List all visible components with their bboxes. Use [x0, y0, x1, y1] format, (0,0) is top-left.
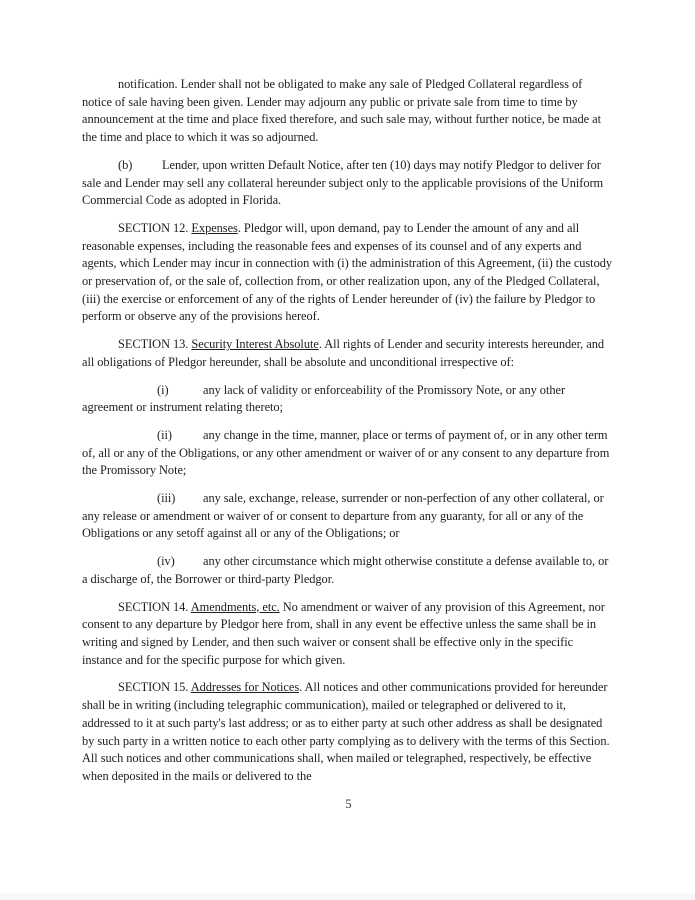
- clause-b-paragraph: [82, 157, 615, 210]
- clause-i-paragraph: [82, 382, 615, 417]
- document-body: [82, 76, 615, 813]
- clause-iv-text: any other circumstance which might otherwise constitute a defense available to, or a discharge of, the Borrower or third-party Pledgor.: [82, 554, 609, 586]
- section-14-text: No amendment or waiver of any provision of this Agreement, nor consent to any departure by Pledgor here from, shall in any event be effective unless the same shall be in writing and signed by Lender, and then such waiver or consent shall be effective only in the specific instance and for the specific purpose for which given.: [82, 599, 605, 667]
- clause-iii-label: (iii): [157, 491, 176, 506]
- section-14-paragraph: [82, 599, 615, 670]
- clause-ii-paragraph: [82, 427, 615, 480]
- section-14-number: SECTION 14.: [118, 599, 191, 614]
- section-15-heading: Addresses for Notices: [190, 680, 300, 695]
- clause-b-text: Lender, upon written Default Notice, after ten (10) days may notify Pledgor to deliver for sale and Lender may sell any collateral hereunder subject only to the applicable provisions of the Uniform Commercial Code as adopted in Florida.: [82, 157, 604, 208]
- page-bottom-edge: [0, 893, 695, 900]
- section-14-heading: Amendments, etc.: [190, 599, 280, 614]
- section-12-paragraph: [82, 220, 615, 326]
- paragraph-sale-notification-continuation: notification. Lender shall not be obligated to make any sale of Pledged Collateral regardless of notice of sale having been given. Lender may adjourn any public or private sale from time to time by announcement at the time and place fixed therefore, and such sale may, without further notice, be made at the time and place to which it was so adjourned.: [82, 77, 601, 145]
- section-13-paragraph: [82, 336, 615, 371]
- section-12-text: . Pledgor will, upon demand, pay to Lender the amount of any and all reasonable expenses, including the reasonable fees and expenses of its counsel and of any experts and agents, which Lender may incur in connection with (i) the administration of this Agreement, (ii) the custody or preservation of, or the sale of, collection from, or other realization upon, any of the Pledged Collateral, (iii) the exercise or enforcement of any of the rights of Lender hereunder of (iv) the failure by Pledgor to perform or observe any of the provisions hereof.: [82, 220, 613, 324]
- clause-ii-label: (ii): [157, 427, 172, 442]
- section-13-text: . All rights of Lender and security interests hereunder, and all obligations of Pledgor hereunder, shall be absolute and unconditional irrespective of:: [82, 337, 604, 369]
- clause-iii-text: any sale, exchange, release, surrender or non-perfection of any other collateral, or any release or amendment or waiver of or consent to departure from any guaranty, for all or any of the Obligations or any setoff against all or any of the Obligations; or: [82, 491, 604, 541]
- section-15-text: . All notices and other communications provided for hereunder shall be in writing (including telegraphic communication), mailed or telegraphed or delivered to it, addressed to it at such party's last address; or as to either party at such other address as shall be designated by such party in a written notice to each other party complying as to delivery with the terms of this Section. All such notices and other communications shall, when mailed or telegraphed, respectively, be effective when deposited in the mails or delivered to the: [82, 680, 610, 783]
- section-13-heading: Security Interest Absolute: [191, 337, 319, 352]
- clause-iv-paragraph: [82, 553, 615, 588]
- section-12-number: SECTION 12.: [118, 220, 192, 235]
- page-number: 5: [345, 796, 352, 811]
- clause-iv-label: (iv): [157, 554, 175, 569]
- clause-i-label: (i): [157, 382, 169, 397]
- clause-b-label: (b): [118, 157, 133, 172]
- section-15-number: SECTION 15.: [118, 680, 191, 695]
- clause-iii-paragraph: [82, 490, 615, 543]
- section-15-paragraph: [82, 679, 615, 785]
- clause-i-text: any lack of validity or enforceability of the Promissory Note, or any other agreement or instrument relating thereto;: [82, 382, 566, 415]
- section-12-heading: Expenses: [191, 220, 238, 235]
- section-13-number: SECTION 13.: [118, 337, 192, 352]
- clause-ii-text: any change in the time, manner, place or terms of payment of, or in any other term of, all or any of the Obligations, or any other amendment or waiver of or any consent to any departure from the Promissory Note;: [82, 427, 610, 478]
